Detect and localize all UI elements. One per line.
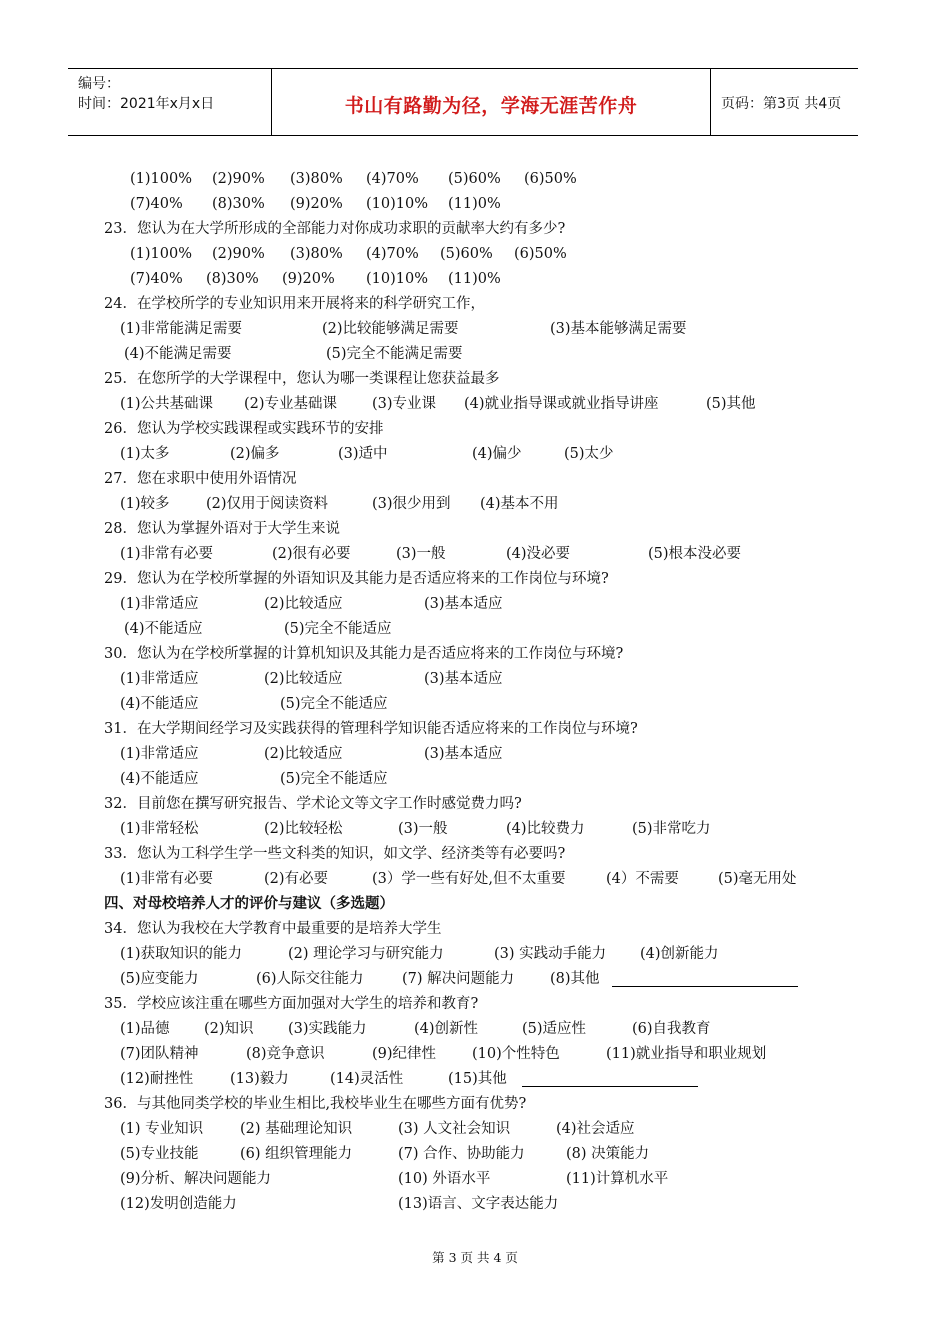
option: (12)耐挫性 [120, 1071, 194, 1087]
option: (5)适应性 [522, 1021, 587, 1037]
fill-in-blank [612, 986, 798, 987]
option: (3) 实践动手能力 [494, 946, 607, 962]
option: (1)非常适应 [120, 671, 199, 687]
option: (5)太少 [564, 446, 614, 462]
option: (7) 合作、协助能力 [398, 1146, 525, 1162]
header-info-cell [68, 69, 272, 135]
option: (3) 人文社会知识 [398, 1121, 511, 1137]
option: (3)专业课 [372, 396, 437, 412]
question-27: 27．您在求职中使用外语情况 [104, 471, 297, 487]
option: (11)0% [448, 271, 501, 287]
option: (2)专业基础课 [244, 396, 338, 412]
header-motto-cell [272, 69, 711, 135]
option: (10)个性特色 [472, 1046, 560, 1062]
option: (14)灵活性 [330, 1071, 404, 1087]
option: (2)90% [212, 246, 265, 262]
option: (15)其他 [448, 1071, 507, 1087]
option: (5)完全不能满足需要 [326, 346, 463, 362]
option: (1)100% [130, 246, 192, 262]
option: (3）学一些有好处,但不太重要 [372, 871, 566, 887]
option: (7)40% [130, 196, 183, 212]
option: (4)创新能力 [640, 946, 719, 962]
motto-text: 书山有路勤为径，学海无涯苦作舟 [344, 95, 638, 117]
option: (9)纪律性 [372, 1046, 437, 1062]
option: (3)很少用到 [372, 496, 451, 512]
option: (2)比较适应 [264, 746, 343, 762]
option: (1)非常适应 [120, 596, 199, 612]
option: (13)毅力 [230, 1071, 289, 1087]
option: (5)完全不能适应 [280, 771, 388, 787]
option: (4)比较费力 [506, 821, 585, 837]
option: (4)基本不用 [480, 496, 559, 512]
option: (9)20% [282, 271, 335, 287]
time-label: 时间：2021年x月x日 [78, 96, 215, 112]
option: (10)10% [366, 196, 428, 212]
option: (10) 外语水平 [398, 1171, 491, 1187]
question-31: 31．在大学期间经学习及实践获得的管理科学知识能否适应将来的工作岗位与环境? [104, 721, 638, 737]
option: (11)0% [448, 196, 501, 212]
option: (2)比较能够满足需要 [322, 321, 459, 337]
option: (3)一般 [396, 546, 446, 562]
option: (5)非常吃力 [632, 821, 711, 837]
option: (4)偏少 [472, 446, 522, 462]
option: (8)其他 [550, 971, 600, 987]
option: (1)获取知识的能力 [120, 946, 243, 962]
option: (1)非常能满足需要 [120, 321, 243, 337]
option: (4)创新性 [414, 1021, 479, 1037]
question-28: 28．您认为掌握外语对于大学生来说 [104, 521, 340, 537]
option: (5)完全不能适应 [280, 696, 388, 712]
page-footer: 第 3 页 共 4 页 [432, 1250, 518, 1265]
option: (1)太多 [120, 446, 170, 462]
option: (3)基本适应 [424, 746, 503, 762]
option: (4)社会适应 [556, 1121, 635, 1137]
option: (5)专业技能 [120, 1146, 199, 1162]
option: (5)60% [448, 171, 501, 187]
question-35: 35．学校应该注重在哪些方面加强对大学生的培养和教育? [104, 996, 479, 1012]
option: (3)适中 [338, 446, 388, 462]
option: (2) 基础理论知识 [240, 1121, 353, 1137]
option: (3)基本适应 [424, 596, 503, 612]
option: (5)根本没必要 [648, 546, 742, 562]
page-info: 页码：第3页 共4页 [721, 96, 842, 112]
option: (1)公共基础课 [120, 396, 214, 412]
page-header [68, 68, 858, 136]
question-30: 30．您认为在学校所掌握的计算机知识及其能力是否适应将来的工作岗位与环境? [104, 646, 624, 662]
option: (6)50% [514, 246, 567, 262]
option: (2)有必要 [264, 871, 329, 887]
option: (10)10% [366, 271, 428, 287]
section-heading: 四、对母校培养人才的评价与建议（多选题） [104, 896, 394, 912]
option: (8) 决策能力 [566, 1146, 650, 1162]
number-label: 编号： [78, 76, 120, 92]
header-page-cell [711, 69, 858, 135]
option: (4）不需要 [606, 871, 679, 887]
question-36: 36．与其他同类学校的毕业生相比,我校毕业生在哪些方面有优势? [104, 1096, 527, 1112]
option: (3)基本适应 [424, 671, 503, 687]
question-29: 29．您认为在学校所掌握的外语知识及其能力是否适应将来的工作岗位与环境? [104, 571, 609, 587]
option: (5)60% [440, 246, 493, 262]
option: (6)自我教育 [632, 1021, 711, 1037]
option: (2)很有必要 [272, 546, 351, 562]
option: (5)毫无用处 [718, 871, 797, 887]
option: (1)较多 [120, 496, 170, 512]
option: (6)人际交往能力 [256, 971, 364, 987]
option: (9)分析、解决问题能力 [120, 1171, 272, 1187]
option: (4)就业指导课或就业指导讲座 [464, 396, 659, 412]
question-32: 32．目前您在撰写研究报告、学术论文等文字工作时感觉费力吗? [104, 796, 522, 812]
option: (5)其他 [706, 396, 756, 412]
option: (5)完全不能适应 [284, 621, 392, 637]
option: (2) 理论学习与研究能力 [288, 946, 444, 962]
fill-in-blank [522, 1086, 698, 1087]
option: (1)非常有必要 [120, 546, 214, 562]
option: (4)不能适应 [124, 621, 203, 637]
option: (7) 解决问题能力 [402, 971, 515, 987]
option: (9)20% [290, 196, 343, 212]
question-26: 26．您认为学校实践课程或实践环节的安排 [104, 421, 384, 437]
option: (13)语言、文字表达能力 [398, 1196, 559, 1212]
option: (4)没必要 [506, 546, 571, 562]
question-34: 34．您认为我校在大学教育中最重要的是培养大学生 [104, 921, 442, 937]
option: (4)70% [366, 171, 419, 187]
option: (11)就业指导和职业规划 [606, 1046, 767, 1062]
option: (5)应变能力 [120, 971, 199, 987]
option: (2)90% [212, 171, 265, 187]
option: (4)不能适应 [120, 771, 199, 787]
question-23: 23．您认为在大学所形成的全部能力对你成功求职的贡献率大约有多少? [104, 221, 566, 237]
option: (4)不能满足需要 [124, 346, 232, 362]
option: (2)知识 [204, 1021, 254, 1037]
option: (8)竞争意识 [246, 1046, 325, 1062]
option: (2)比较适应 [264, 671, 343, 687]
question-24: 24．在学校所学的专业知识用来开展将来的科学研究工作， [104, 296, 485, 312]
option: (7)团队精神 [120, 1046, 199, 1062]
option: (3)80% [290, 246, 343, 262]
option: (3)一般 [398, 821, 448, 837]
option: (8)30% [212, 196, 265, 212]
question-33: 33．您认为工科学生学一些文科类的知识，如文学、经济类等有必要吗? [104, 846, 566, 862]
option: (6)50% [524, 171, 577, 187]
option: (1)100% [130, 171, 192, 187]
option: (11)计算机水平 [566, 1171, 669, 1187]
option: (6) 组织管理能力 [240, 1146, 353, 1162]
option: (3)80% [290, 171, 343, 187]
option: (3)基本能够满足需要 [550, 321, 687, 337]
option: (1)非常有必要 [120, 871, 214, 887]
option: (2)仅用于阅读资料 [206, 496, 329, 512]
option: (1) 专业知识 [120, 1121, 204, 1137]
option: (12)发明创造能力 [120, 1196, 237, 1212]
option: (1)品德 [120, 1021, 170, 1037]
option: (2)比较适应 [264, 596, 343, 612]
option: (3)实践能力 [288, 1021, 367, 1037]
option: (1)非常适应 [120, 746, 199, 762]
question-25: 25．在您所学的大学课程中，您认为哪一类课程让您获益最多 [104, 371, 500, 387]
option: (1)非常轻松 [120, 821, 199, 837]
option: (2)偏多 [230, 446, 280, 462]
option: (4)不能适应 [120, 696, 199, 712]
option: (2)比较轻松 [264, 821, 343, 837]
option: (7)40% [130, 271, 183, 287]
option: (4)70% [366, 246, 419, 262]
option: (8)30% [206, 271, 259, 287]
